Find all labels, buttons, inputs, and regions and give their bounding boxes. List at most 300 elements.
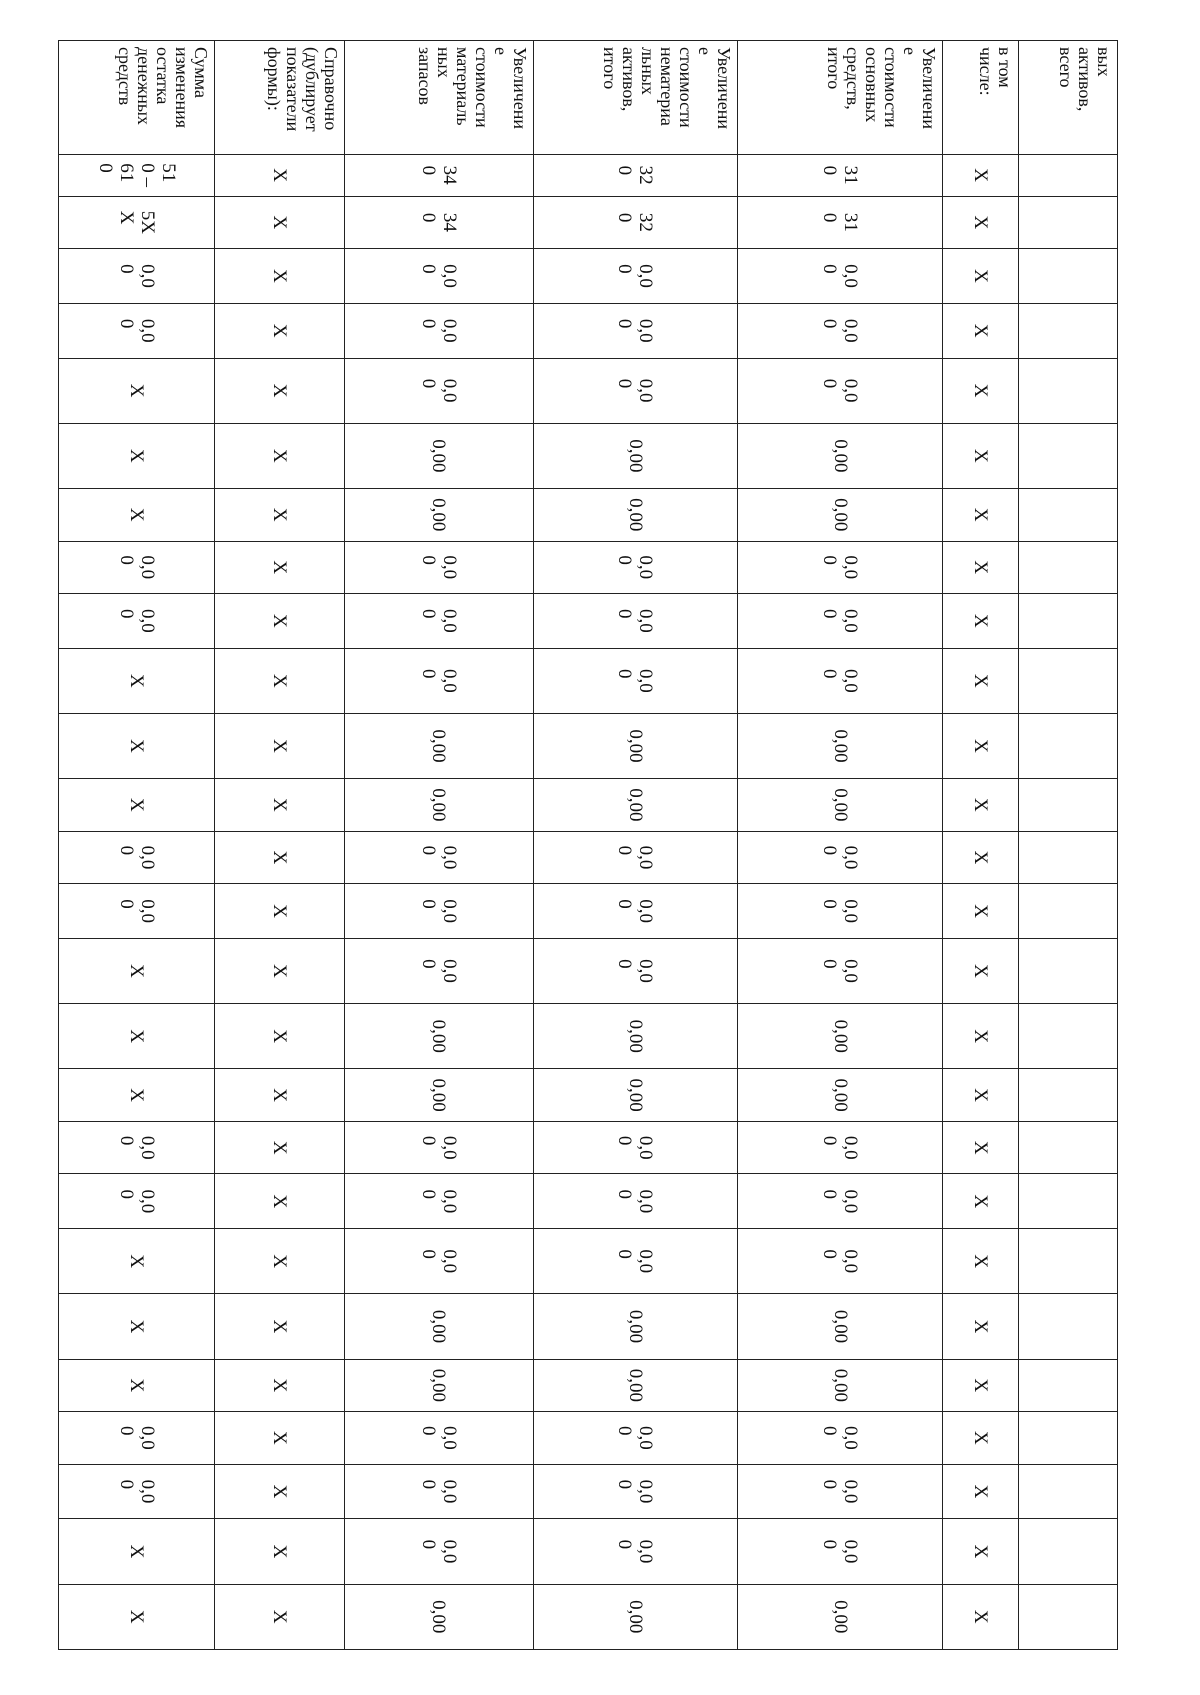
cell-value: 0,00 [428,788,450,822]
table-cell [943,196,1018,249]
cell-value: 31 0 [819,212,862,232]
table-cell [943,1464,1018,1519]
rotated-table-wrapper [58,40,1118,1650]
cell-value: X [269,1431,291,1445]
table-cell [1018,938,1117,1003]
cell-value: 0,00 [829,1078,851,1112]
table-cell [533,154,738,196]
table-cell [738,1121,943,1174]
cell-value: 0,0 0 [115,899,158,923]
cell-value: 0,0 0 [614,899,657,923]
cell-value: X [269,1544,291,1559]
cell-value: X [269,560,291,575]
table-cell [215,1004,344,1069]
table-cell [533,713,738,778]
table-cell [59,713,215,778]
cell-value: X [126,1319,148,1334]
cell-value: X [126,739,148,753]
table-cell [59,1121,215,1174]
table-cell [344,1412,533,1465]
table-cell [59,196,215,249]
table-cell [738,1464,943,1519]
cell-value: X [970,798,992,812]
table-cell [943,1069,1018,1122]
table-cell [533,541,738,594]
table-cell [533,1584,738,1649]
cell-value: 0,00 [624,1019,646,1053]
cell-value: 0,0 0 [819,959,862,983]
cell-value: 0,00 [624,439,646,473]
cell-value: X [970,1194,992,1209]
cell-value: X [970,964,992,978]
table-cell [344,938,533,1003]
cell-value: X [970,1029,992,1044]
cell-value: X [269,168,291,182]
table-cell [738,938,943,1003]
table-cell [59,358,215,423]
table-cell [215,1464,344,1519]
cell-value: 34 0 [417,212,460,232]
table-cell [738,594,943,649]
table-cell [533,1229,738,1294]
cell-value: 0,00 [428,498,450,532]
cell-value: X [269,1254,291,1269]
cell-value: X [970,1378,992,1393]
cell-value: X [126,1088,148,1102]
table-cell [533,423,738,488]
cell-value: 0,0 0 [614,1135,657,1160]
cell-value: X [970,507,992,522]
table-cell [738,154,943,196]
cell-value: X [269,323,291,338]
cell-value: 0,0 0 [819,318,862,343]
cell-value: X [970,739,992,753]
table-cell [1018,1069,1117,1122]
cell-value: 0,0 0 [819,378,862,403]
table-cell [215,1069,344,1122]
table-cell [344,154,533,196]
cell-value: 0,0 0 [417,1189,460,1214]
cell-value: 0,0 0 [417,668,460,693]
table-cell [215,1359,344,1412]
table-cell [943,1229,1018,1294]
cell-value: 0,0 0 [115,1426,158,1450]
table-cell [59,303,215,358]
table-cell [215,1174,344,1229]
table-cell [344,884,533,939]
cell-value: 0,0 0 [614,1249,657,1274]
table-cell [59,154,215,196]
cell-value: X [970,1254,992,1269]
cell-value: 0,0 0 [115,1479,158,1504]
table-cell [344,423,533,488]
table-cell [1018,1464,1117,1519]
table-cell [738,1412,943,1465]
table-cell [59,488,215,541]
table-cell [943,1121,1018,1174]
table-cell [215,423,344,488]
table-cell [1018,1174,1117,1229]
cell-value: X [269,798,291,812]
cell-value: X [970,448,992,463]
cell-value: 0,0 0 [417,264,460,288]
table-cell [344,1004,533,1069]
table-cell [59,594,215,649]
cell-value: 0,00 [428,1309,450,1344]
table-cell [344,1069,533,1122]
cell-value: 0,0 0 [115,264,158,288]
cell-value: X [970,215,992,230]
table-cell [215,713,344,778]
cell-value: 0,0 0 [819,1249,862,1274]
table-cell [738,541,943,594]
cell-value: 0,00 [428,1368,450,1402]
cell-value: X [269,614,291,628]
table-cell [1018,594,1117,649]
cell-value: 32 0 [614,165,657,185]
table-cell [943,423,1018,488]
cell-value: 51 0 – 61 0 [94,163,179,187]
cell-value: X [269,1029,291,1044]
table-cell [533,1464,738,1519]
table-cell [59,1519,215,1584]
cell-value: 0,0 0 [819,609,862,633]
cell-value: X [970,673,992,688]
cell-value: 0,0 0 [417,378,460,403]
cell-value: 5X X [115,210,158,235]
table-cell [215,1519,344,1584]
table-cell [344,541,533,594]
cell-value: 0,00 [428,1600,450,1634]
cell-value: 0,0 0 [614,668,657,693]
table-cell [59,541,215,594]
table-cell [738,779,943,832]
cell-value: 0,0 0 [115,318,158,343]
table-cell [59,938,215,1003]
table-cell [59,1294,215,1359]
table-cell [215,648,344,713]
table-cell [943,249,1018,304]
table-cell [344,303,533,358]
row-label: Сумма изменения остатка денежных средств [59,41,215,155]
table-cell [533,1121,738,1174]
table-cell [738,884,943,939]
table-row [344,41,533,1650]
table-cell [215,1121,344,1174]
table-cell [533,358,738,423]
table-cell [215,938,344,1003]
table-cell [215,488,344,541]
table-cell [738,249,943,304]
table-cell [59,249,215,304]
table-cell [1018,1004,1117,1069]
table-cell [59,1464,215,1519]
table-cell [738,831,943,884]
cell-value: 0,0 0 [819,899,862,923]
table-cell [59,423,215,488]
table-cell [344,713,533,778]
table-cell [738,713,943,778]
table-cell [943,1359,1018,1412]
table-cell [59,779,215,832]
cell-value: 0,0 0 [819,1539,862,1564]
report-table-body [59,41,1118,1650]
table-cell [943,1174,1018,1229]
table-cell [215,249,344,304]
cell-value: 0,0 0 [819,1135,862,1160]
cell-value: 0,00 [829,1019,851,1053]
table-cell [943,648,1018,713]
table-cell [943,938,1018,1003]
row-label: Справочно (дублирует показатели формы): [215,41,344,155]
cell-value: 0,00 [829,498,851,532]
cell-value: 0,00 [624,1600,646,1634]
table-cell [59,1004,215,1069]
cell-value: 0,0 0 [614,264,657,288]
cell-value: 0,0 0 [417,959,460,983]
cell-value: X [269,448,291,463]
table-cell [59,884,215,939]
table-cell [215,303,344,358]
table-cell [1018,196,1117,249]
cell-value: 0,0 0 [819,1426,862,1450]
table-cell [533,488,738,541]
table-cell [943,488,1018,541]
table-cell [215,779,344,832]
cell-value: X [126,1378,148,1393]
cell-value: X [269,1378,291,1393]
cell-value: X [126,448,148,463]
table-cell [215,1412,344,1465]
table-cell [533,1004,738,1069]
cell-value: X [970,1544,992,1559]
table-cell [533,1359,738,1412]
cell-value: 34 0 [417,165,460,185]
table-cell [215,541,344,594]
table-cell [533,249,738,304]
table-cell [533,831,738,884]
table-cell [533,1294,738,1359]
cell-value: 0,0 0 [614,378,657,403]
table-cell [533,196,738,249]
cell-value: X [970,614,992,628]
report-table [58,40,1118,1650]
cell-value: 0,00 [428,1078,450,1112]
cell-value: 0,0 0 [417,555,460,580]
table-cell [533,938,738,1003]
table-cell [344,196,533,249]
table-cell [738,1229,943,1294]
cell-value: 0,00 [829,439,851,473]
cell-value: 0,0 0 [417,845,460,870]
table-cell [738,648,943,713]
table-cell [215,884,344,939]
table-cell [1018,358,1117,423]
cell-value: X [970,1319,992,1334]
cell-value: 0,0 0 [614,1426,657,1450]
cell-value: X [269,1484,291,1499]
table-cell [59,648,215,713]
table-cell [943,303,1018,358]
cell-value: 0,0 0 [115,1135,158,1160]
cell-value: 0,0 0 [115,1189,158,1214]
table-cell [738,1359,943,1412]
cell-value: X [269,1194,291,1209]
cell-value: X [126,1609,148,1624]
cell-value: X [269,269,291,283]
table-cell [943,1294,1018,1359]
cell-value: X [269,383,291,398]
table-cell [533,594,738,649]
table-cell [59,1359,215,1412]
cell-value: X [126,798,148,812]
cell-value: X [126,1544,148,1559]
table-cell [344,1294,533,1359]
table-cell [59,1584,215,1649]
table-cell [1018,648,1117,713]
cell-value: X [970,1140,992,1155]
table-cell [738,1584,943,1649]
cell-value: X [269,1140,291,1155]
table-cell [215,1294,344,1359]
cell-value: 0,0 0 [614,609,657,633]
cell-value: 31 0 [819,165,862,185]
table-cell [533,1412,738,1465]
cell-value: 0,0 0 [614,318,657,343]
table-cell [533,884,738,939]
table-cell [533,648,738,713]
table-cell [344,1584,533,1649]
table-cell [738,488,943,541]
table-cell [943,594,1018,649]
cell-value: 0,00 [829,1600,851,1634]
cell-value: 0,0 0 [417,318,460,343]
cell-value: 0,00 [624,1078,646,1112]
cell-value: 0,0 0 [819,1479,862,1504]
table-cell [1018,423,1117,488]
cell-value: X [269,850,291,865]
table-cell [59,831,215,884]
cell-value: X [970,1431,992,1445]
cell-value: 0,0 0 [115,609,158,633]
table-cell [215,358,344,423]
cell-value: X [269,904,291,918]
cell-value: 0,0 0 [819,555,862,580]
table-cell [1018,154,1117,196]
table-cell [59,1069,215,1122]
table-cell [1018,1412,1117,1465]
table-cell [215,1584,344,1649]
cell-value: X [126,507,148,522]
table-cell [215,154,344,196]
cell-value: X [269,964,291,978]
table-cell [943,1004,1018,1069]
cell-value: 0,00 [829,1368,851,1402]
cell-value: 32 0 [614,212,657,232]
table-cell [344,779,533,832]
table-cell [344,1464,533,1519]
cell-value: 0,0 0 [417,1426,460,1450]
cell-value: 0,0 0 [614,1189,657,1214]
table-cell [943,1584,1018,1649]
cell-value: X [269,1609,291,1624]
table-cell [738,1004,943,1069]
cell-value: 0,00 [428,439,450,473]
table-cell [59,1174,215,1229]
cell-value: 0,00 [624,729,646,763]
table-cell [738,1519,943,1584]
table-cell [533,779,738,832]
table-cell [344,594,533,649]
cell-value: X [269,1319,291,1334]
table-cell [1018,488,1117,541]
cell-value: X [970,168,992,182]
cell-value: 0,0 0 [614,555,657,580]
table-cell [1018,541,1117,594]
table-cell [943,779,1018,832]
table-cell [943,154,1018,196]
table-cell [1018,1584,1117,1649]
table-cell [1018,303,1117,358]
cell-value: 0,0 0 [819,264,862,288]
cell-value: 0,0 0 [417,1479,460,1504]
cell-value: X [126,1254,148,1269]
table-cell [738,423,943,488]
table-cell [738,1294,943,1359]
table-row [1018,41,1117,1650]
cell-value: X [970,1609,992,1624]
table-cell [1018,1359,1117,1412]
row-label: Увеличени е стоимости нематериа льных активов, итого [533,41,738,155]
cell-value: 0,00 [428,1019,450,1053]
cell-value: X [126,383,148,398]
row-label: вых активов, всего [1018,41,1117,155]
table-cell [344,1359,533,1412]
cell-value: 0,0 0 [417,1249,460,1274]
table-cell [344,648,533,713]
table-cell [943,1519,1018,1584]
table-cell [59,1229,215,1294]
cell-value: X [970,1088,992,1102]
table-cell [943,713,1018,778]
cell-value: X [269,507,291,522]
table-cell [344,1174,533,1229]
cell-value: X [970,323,992,338]
table-cell [344,358,533,423]
table-cell [344,1229,533,1294]
cell-value: 0,00 [624,498,646,532]
cell-value: 0,0 0 [614,1539,657,1564]
cell-value: X [970,560,992,575]
table-cell [215,831,344,884]
table-cell [1018,249,1117,304]
cell-value: X [970,904,992,918]
table-row [738,41,943,1650]
table-cell [344,488,533,541]
table-cell [1018,1229,1117,1294]
cell-value: X [126,673,148,688]
table-cell [533,1519,738,1584]
table-row [215,41,344,1650]
cell-value: 0,00 [624,788,646,822]
table-row [59,41,215,1650]
cell-value: 0,00 [829,788,851,822]
table-cell [943,1412,1018,1465]
cell-value: X [269,1088,291,1102]
cell-value: 0,0 0 [614,845,657,870]
cell-value: X [269,673,291,688]
cell-value: 0,0 0 [417,899,460,923]
